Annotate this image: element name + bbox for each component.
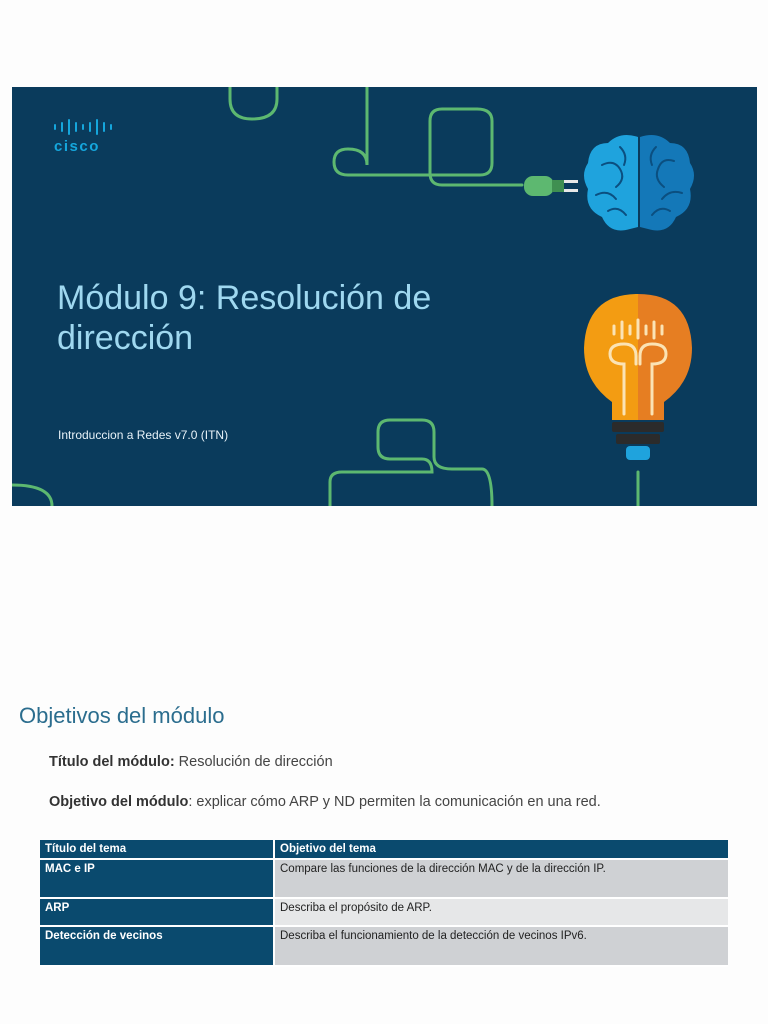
table-row [40,898,728,926]
topic-cell: ARP [40,898,274,926]
objective-cell: Compare las funciones de la dirección MAC y de la dirección IP. [274,859,728,898]
slide-title: Módulo 9: Resolución de dirección [57,279,432,357]
topic-cell: Detección de vecinos [40,926,274,966]
topics-table [40,840,728,967]
module-objective-label: Objetivo del módulo [49,794,189,810]
module-objective-line [49,794,601,810]
title-slide [12,87,757,506]
plug-icon [524,171,580,201]
table-row [40,926,728,966]
slide-subtitle: Introduccion a Redes v7.0 (ITN) [58,428,229,442]
column-header-objective: Objetivo del tema [274,840,728,859]
topic-cell: MAC e IP [40,859,274,898]
objective-cell: Describa el funcionamiento de la detección de vecinos IPv6. [274,926,728,966]
module-title-value: Resolución de dirección [174,754,333,770]
table-row [40,859,728,898]
objectives-heading: Objetivos del módulo [19,703,225,728]
cisco-logo [54,119,118,155]
table-header-row [40,840,728,859]
lightbulb-icon [580,292,698,468]
module-title-line [49,754,333,770]
cisco-wordmark: cisco [54,138,100,155]
cisco-bars-icon [54,119,118,135]
module-title-label: Título del módulo: [49,754,175,770]
brain-icon [582,131,696,237]
module-objective-value: : explicar cómo ARP y ND permiten la comunicación en una red. [188,794,601,810]
objective-cell: Describa el propósito de ARP. [274,898,728,926]
column-header-topic: Título del tema [40,840,274,859]
